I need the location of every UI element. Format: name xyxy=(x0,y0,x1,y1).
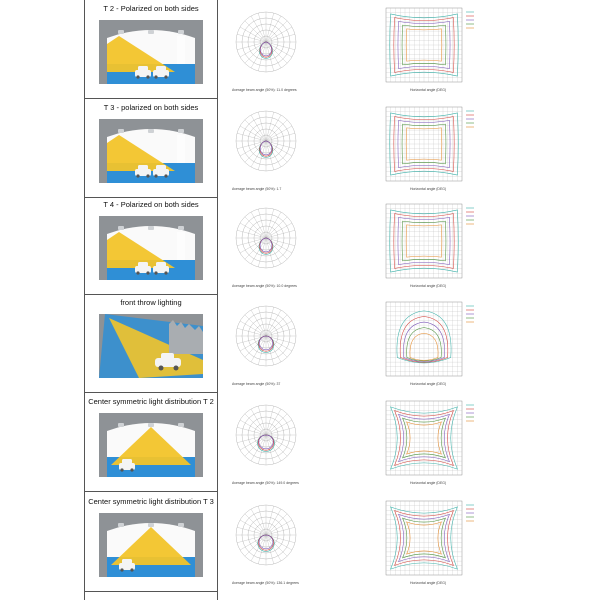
scene-illustration xyxy=(99,119,203,183)
scene-cell xyxy=(85,0,217,99)
scene-title: front throw lighting xyxy=(120,298,182,307)
polar-diagram xyxy=(226,198,306,288)
scene-illustration xyxy=(99,413,203,477)
isolux-caption: Horizontal angle (DEG) xyxy=(410,88,447,92)
scene-cell xyxy=(85,493,217,592)
luminaire-icon xyxy=(178,30,184,34)
scene-title: T 3 - polarized on both sides xyxy=(103,103,199,112)
isolux-diagram xyxy=(374,4,514,94)
polar-diagram xyxy=(226,296,306,386)
scene-cell xyxy=(85,393,217,492)
isolux-caption: Horizontal angle (DEG) xyxy=(410,481,447,485)
isolux-diagram xyxy=(374,298,514,388)
isolux-caption: Horizontal angle (DEG) xyxy=(410,187,447,191)
scene-illustration xyxy=(99,216,203,280)
scene-title: T 4 - Polarized on both sides xyxy=(103,200,199,209)
scene-cell xyxy=(85,196,217,295)
isolux-diagram xyxy=(374,397,514,487)
luminaire-icon xyxy=(148,523,154,527)
scene-title: Center symmetric light distribution T 3 xyxy=(88,497,214,506)
isolux-diagram xyxy=(374,497,514,587)
isolux-caption: Horizontal angle (DEG) xyxy=(410,382,447,386)
isolux-caption: Horizontal angle (DEG) xyxy=(410,581,447,585)
polar-caption: Average beam angle (50%): 136.1 degrees xyxy=(232,581,299,585)
isolux-caption: Horizontal angle (DEG) xyxy=(410,284,447,288)
polar-diagram xyxy=(226,101,306,191)
scene-illustration xyxy=(99,314,203,378)
scene-illustration xyxy=(99,513,203,577)
luminaire-icon xyxy=(178,523,184,527)
luminaire-icon xyxy=(148,226,154,230)
luminaire-icon xyxy=(178,129,184,133)
luminaire-icon xyxy=(148,129,154,133)
luminaire-icon xyxy=(148,30,154,34)
polar-diagram xyxy=(226,2,306,92)
polar-diagram xyxy=(226,395,306,485)
polar-caption: Average beam angle (50%): 149.0 degrees xyxy=(232,481,299,485)
isolux-diagram xyxy=(374,200,514,290)
luminaire-icon xyxy=(178,226,184,230)
luminaire-icon xyxy=(178,423,184,427)
luminaire-icon xyxy=(118,523,124,527)
scene-title: T 2 - Polarized on both sides xyxy=(103,4,199,13)
polar-diagram xyxy=(226,495,306,585)
polar-caption: Average beam angle (50%): 37 xyxy=(232,382,281,386)
isolux-diagram xyxy=(374,103,514,193)
luminaire-icon xyxy=(148,423,154,427)
scene-cell xyxy=(85,294,217,393)
scene-illustration xyxy=(99,20,203,84)
polar-caption: Average beam angle (50%): 11.0 degrees xyxy=(232,88,297,92)
luminaire-icon xyxy=(118,423,124,427)
luminaire-icon xyxy=(118,129,124,133)
polar-caption: Average beam angle (50%): 10.0 degrees xyxy=(232,284,297,288)
luminaire-icon xyxy=(118,226,124,230)
polar-caption: Average beam angle (50%): 1.7 xyxy=(232,187,282,191)
scene-cell xyxy=(85,99,217,198)
scene-title: Center symmetric light distribution T 2 xyxy=(88,397,214,406)
luminaire-icon xyxy=(118,30,124,34)
